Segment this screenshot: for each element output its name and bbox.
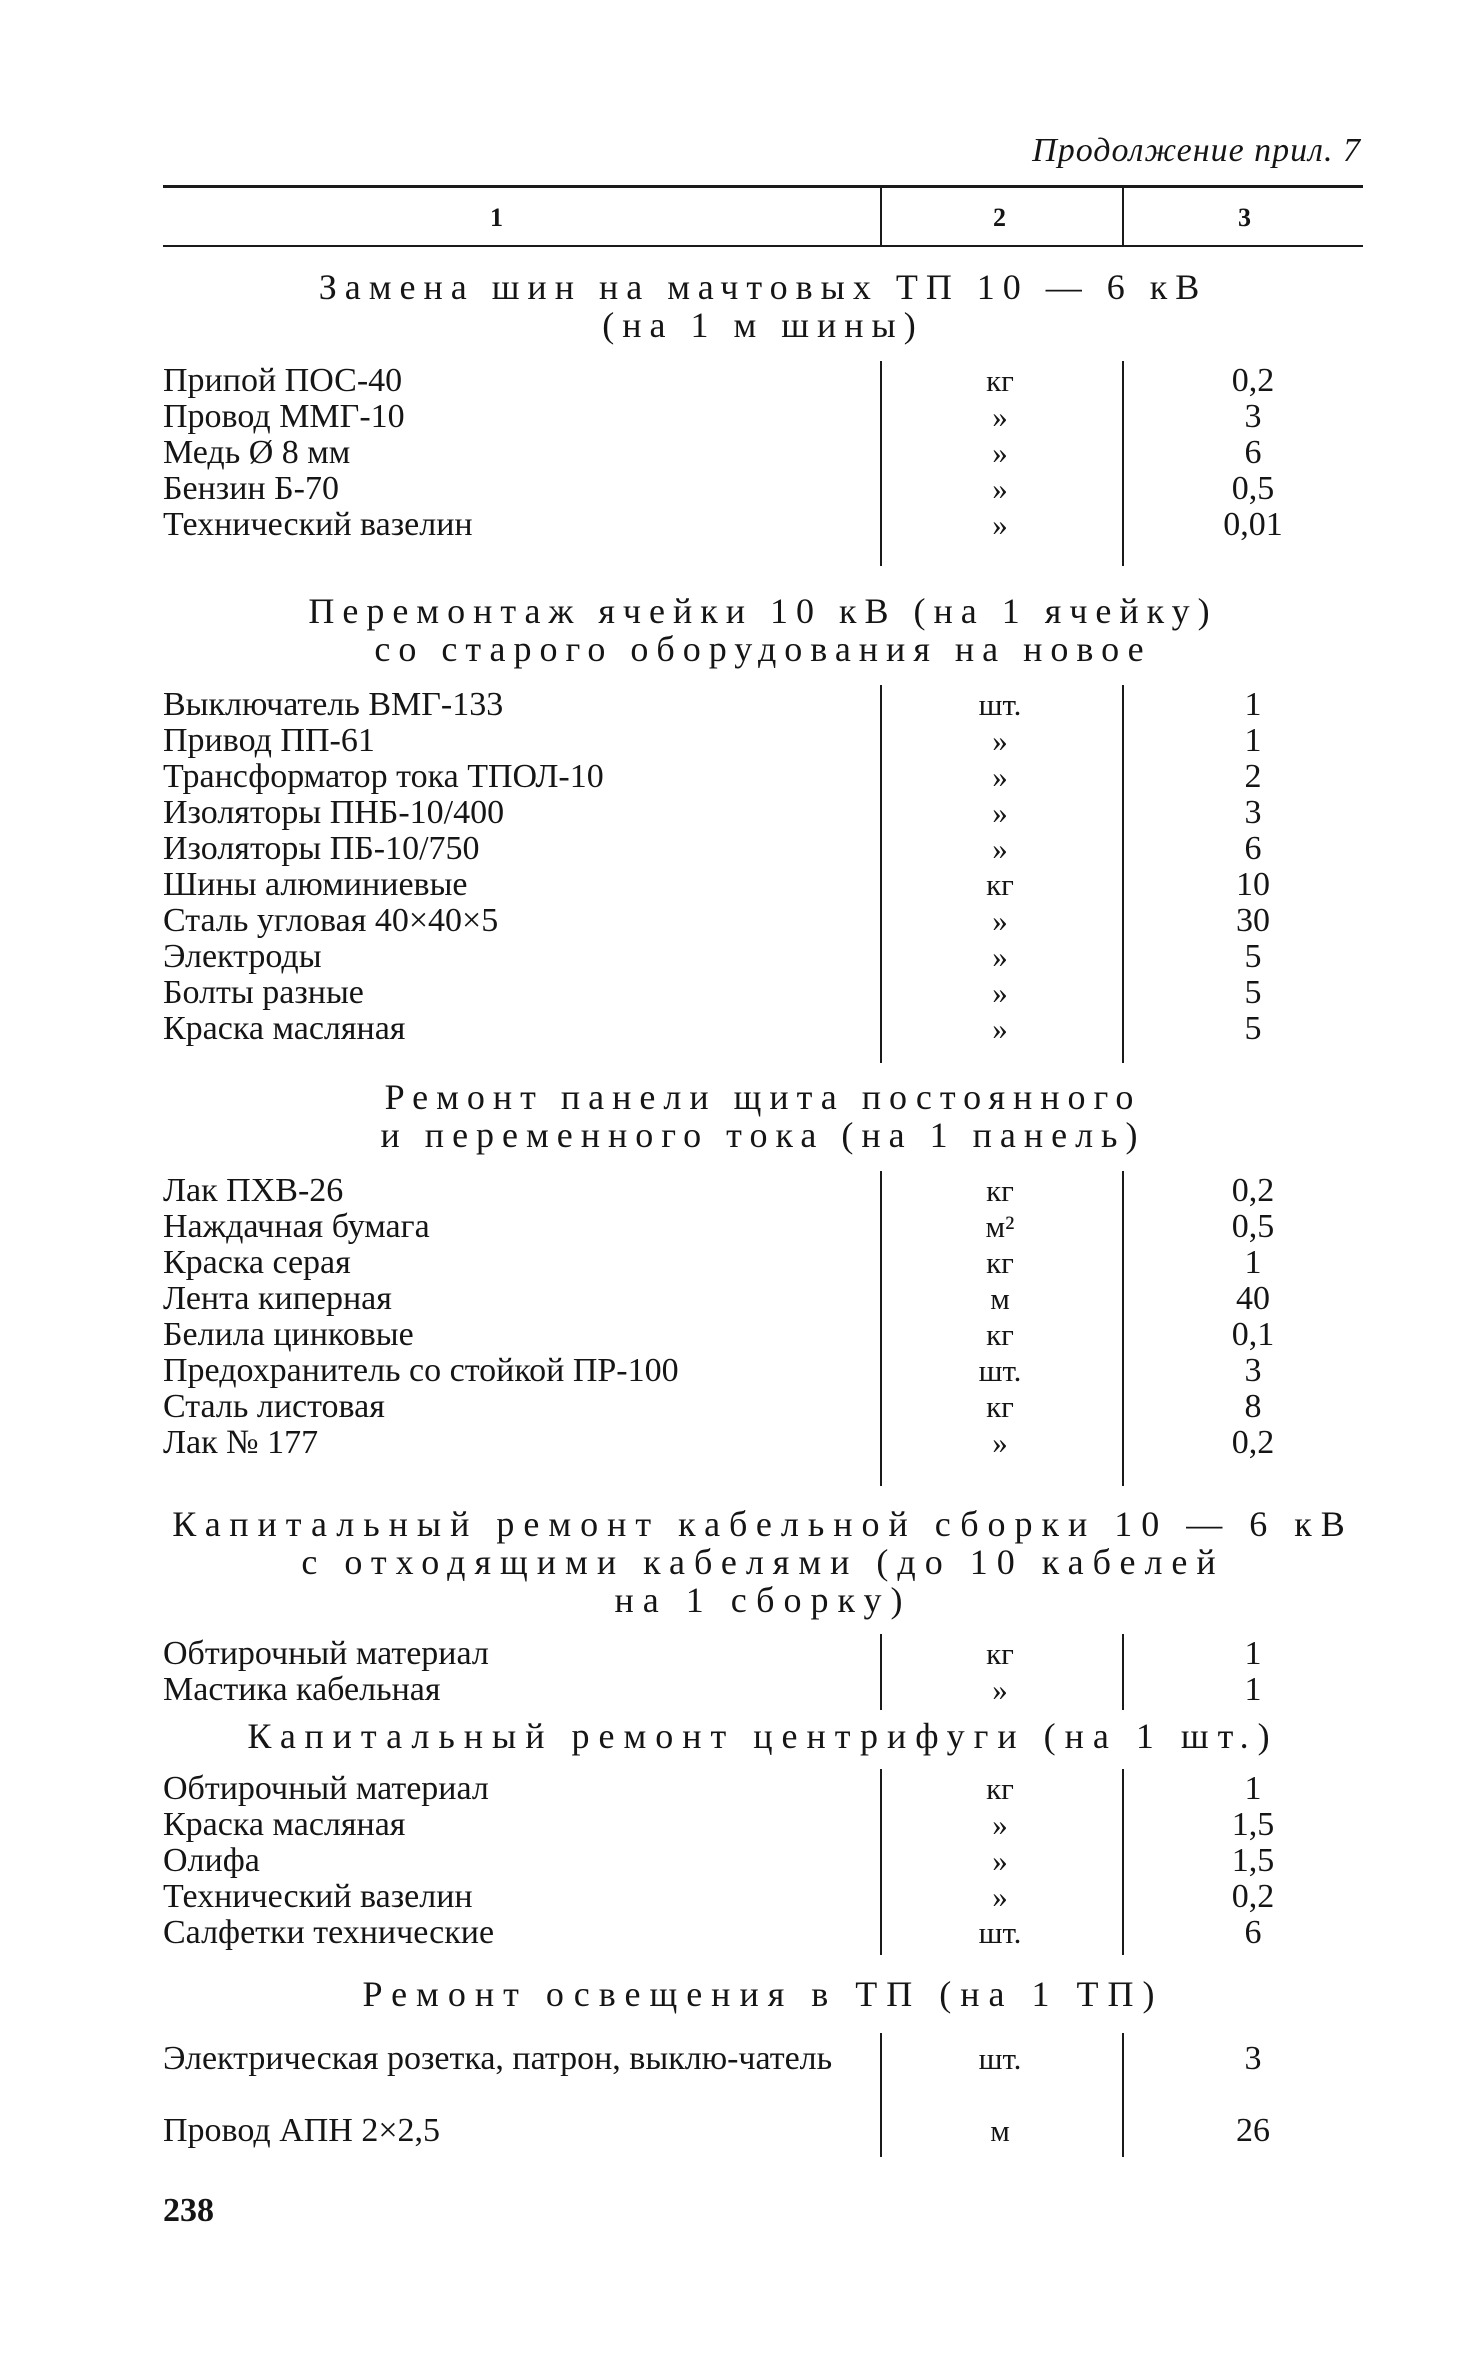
column-header-2: 2 bbox=[993, 203, 1006, 232]
unit: м bbox=[990, 1281, 1010, 1316]
quantity: 6 bbox=[1244, 830, 1262, 867]
table-row bbox=[163, 435, 1363, 471]
unit: » bbox=[992, 1879, 1008, 1914]
section-title: Капитальный ремонт кабельной сборки 10 — 6 кВ с отходящими кабелями (до 10 кабелей на 1 сборку) bbox=[172, 1504, 1354, 1620]
unit: кг bbox=[986, 363, 1014, 398]
column-header-1: 1 bbox=[490, 203, 503, 232]
unit: кг bbox=[986, 1173, 1014, 1208]
section-title: Ремонт освещения в ТП (на 1 ТП) bbox=[362, 1974, 1164, 2014]
material-name: Лента киперная bbox=[163, 1280, 392, 1317]
page-number: 238 bbox=[163, 2192, 214, 2229]
section-rows bbox=[163, 1636, 1363, 1708]
table-row bbox=[163, 1771, 1363, 1807]
quantity: 5 bbox=[1244, 974, 1262, 1011]
unit: кг bbox=[986, 1771, 1014, 1806]
material-name: Бензин Б-70 bbox=[163, 470, 339, 507]
quantity: 0,01 bbox=[1223, 506, 1283, 543]
quantity: 1 bbox=[1244, 1770, 1262, 1807]
table-row bbox=[163, 939, 1363, 975]
material-name: Технический вазелин bbox=[163, 506, 473, 543]
quantity: 3 bbox=[1244, 2040, 1262, 2077]
section-cell-remounting bbox=[163, 592, 1363, 1047]
unit: » bbox=[992, 1011, 1008, 1046]
unit: м² bbox=[985, 1209, 1015, 1244]
table-row bbox=[163, 867, 1363, 903]
table-row bbox=[163, 507, 1363, 543]
table-row bbox=[163, 1672, 1363, 1708]
material-name: Привод ПП-61 bbox=[163, 722, 375, 759]
material-name: Лак № 177 bbox=[163, 1424, 319, 1461]
table-row bbox=[163, 363, 1363, 399]
quantity: 8 bbox=[1244, 1388, 1262, 1425]
table-row bbox=[163, 723, 1363, 759]
quantity: 3 bbox=[1244, 398, 1262, 435]
table-row bbox=[163, 1807, 1363, 1843]
quantity: 1 bbox=[1244, 1244, 1262, 1281]
unit: шт. bbox=[978, 1353, 1022, 1388]
unit: » bbox=[992, 1672, 1008, 1707]
quantity: 0,5 bbox=[1231, 1208, 1275, 1245]
unit: шт. bbox=[978, 687, 1022, 722]
material-name: Выключатель ВМГ-133 bbox=[163, 686, 504, 723]
section-centrifuge-repair bbox=[163, 1717, 1363, 1951]
material-name: Краска масляная bbox=[163, 1010, 406, 1047]
material-name: Электроды bbox=[163, 938, 322, 975]
section-rows bbox=[163, 687, 1363, 1047]
unit: » bbox=[992, 1843, 1008, 1878]
table-row bbox=[163, 831, 1363, 867]
table-header-rule bbox=[163, 245, 1363, 247]
unit: » bbox=[992, 975, 1008, 1010]
material-name: Предохранитель со стойкой ПР-100 bbox=[163, 1352, 679, 1389]
quantity: 2 bbox=[1244, 758, 1262, 795]
table-row bbox=[163, 1915, 1363, 1951]
material-name: Салфетки технические bbox=[163, 1914, 495, 1951]
column-divider bbox=[1122, 187, 1124, 245]
quantity: 5 bbox=[1244, 938, 1262, 975]
section-cable-assembly-repair bbox=[163, 1505, 1363, 1708]
table-row bbox=[163, 1389, 1363, 1425]
material-name: Краска масляная bbox=[163, 1806, 406, 1843]
material-name: Технический вазелин bbox=[163, 1878, 473, 1915]
material-name: Сталь листовая bbox=[163, 1388, 385, 1425]
quantity: 1,5 bbox=[1231, 1842, 1275, 1879]
table-row bbox=[163, 1209, 1363, 1245]
quantity: 26 bbox=[1236, 2112, 1270, 2149]
table-row bbox=[163, 687, 1363, 723]
material-name: Изоляторы ПНБ-10/400 bbox=[163, 794, 505, 831]
table-row bbox=[163, 1636, 1363, 1672]
material-name: Трансформатор тока ТПОЛ-10 bbox=[163, 758, 604, 795]
material-name: Шины алюминиевые bbox=[163, 866, 468, 903]
material-name: Обтирочный материал bbox=[163, 1770, 489, 1807]
quantity: 40 bbox=[1236, 1280, 1270, 1317]
table-row bbox=[163, 1843, 1363, 1879]
table-row bbox=[163, 1281, 1363, 1317]
section-title: Капитальный ремонт центрифуги (на 1 шт.) bbox=[247, 1716, 1279, 1756]
unit: » bbox=[992, 471, 1008, 506]
table-top-rule bbox=[163, 185, 1363, 188]
section-panel-repair bbox=[163, 1078, 1363, 1461]
quantity: 30 bbox=[1236, 902, 1270, 939]
quantity: 1 bbox=[1244, 1671, 1262, 1708]
quantity: 10 bbox=[1236, 866, 1270, 903]
table-row bbox=[163, 975, 1363, 1011]
unit: » bbox=[992, 831, 1008, 866]
material-name: Краска серая bbox=[163, 1244, 351, 1281]
table-row bbox=[163, 1317, 1363, 1353]
material-name: Болты разные bbox=[163, 974, 364, 1011]
unit: » bbox=[992, 399, 1008, 434]
unit: м bbox=[990, 2113, 1010, 2148]
unit: шт. bbox=[978, 1915, 1022, 1950]
unit: » bbox=[992, 759, 1008, 794]
table-row bbox=[163, 1879, 1363, 1915]
quantity: 1,5 bbox=[1231, 1806, 1275, 1843]
section-title: Перемонтаж ячейки 10 кВ (на 1 ячейку) со старого оборудования на новое bbox=[308, 591, 1218, 669]
unit: » bbox=[992, 1807, 1008, 1842]
material-name: Припой ПОС-40 bbox=[163, 362, 403, 399]
quantity: 1 bbox=[1244, 1635, 1262, 1672]
table-row bbox=[163, 759, 1363, 795]
table-row bbox=[163, 1245, 1363, 1281]
unit: кг bbox=[986, 1636, 1014, 1671]
unit: » bbox=[992, 795, 1008, 830]
quantity: 0,2 bbox=[1231, 1172, 1275, 1209]
table-row bbox=[163, 2113, 1363, 2149]
material-name: Электрическая розетка, патрон, выклю-чатель bbox=[163, 2040, 833, 2077]
quantity: 0,2 bbox=[1231, 1424, 1275, 1461]
table-row bbox=[163, 1011, 1363, 1047]
quantity: 0,1 bbox=[1231, 1316, 1275, 1353]
unit: шт. bbox=[978, 2041, 1022, 2076]
table-row bbox=[163, 795, 1363, 831]
table-row bbox=[163, 903, 1363, 939]
column-header-3: 3 bbox=[1238, 203, 1251, 232]
table-row bbox=[163, 399, 1363, 435]
quantity: 6 bbox=[1244, 434, 1262, 471]
quantity: 3 bbox=[1244, 794, 1262, 831]
section-rows bbox=[163, 1771, 1363, 1951]
unit: » bbox=[992, 1425, 1008, 1460]
material-name: Мастика кабельная bbox=[163, 1671, 441, 1708]
section-title: Замена шин на мачтовых ТП 10 — 6 кВ (на 1 м шины) bbox=[318, 267, 1208, 345]
column-divider bbox=[880, 187, 882, 245]
quantity: 0,2 bbox=[1231, 362, 1275, 399]
section-lighting-repair bbox=[163, 1975, 1363, 2149]
unit: » bbox=[992, 723, 1008, 758]
table-row bbox=[163, 1425, 1363, 1461]
quantity: 1 bbox=[1244, 686, 1262, 723]
unit: кг bbox=[986, 1389, 1014, 1424]
material-name: Провод ММГ-10 bbox=[163, 398, 405, 435]
material-name: Обтирочный материал bbox=[163, 1635, 489, 1672]
material-name: Наждачная бумага bbox=[163, 1208, 430, 1245]
material-name: Медь Ø 8 мм bbox=[163, 434, 351, 471]
table-row bbox=[163, 1353, 1363, 1389]
unit: » bbox=[992, 939, 1008, 974]
continuation-header: Продолжение прил. 7 bbox=[1032, 132, 1361, 169]
material-name: Белила цинковые bbox=[163, 1316, 414, 1353]
section-rows bbox=[163, 1173, 1363, 1461]
unit: » bbox=[992, 435, 1008, 470]
table-row bbox=[163, 471, 1363, 507]
material-name: Олифа bbox=[163, 1842, 260, 1879]
section-rows bbox=[163, 2041, 1363, 2149]
unit: » bbox=[992, 507, 1008, 542]
table-row bbox=[163, 1173, 1363, 1209]
table-row bbox=[163, 2041, 1363, 2113]
material-name: Лак ПХВ-26 bbox=[163, 1172, 344, 1209]
section-rows bbox=[163, 363, 1363, 543]
material-name: Изоляторы ПБ-10/750 bbox=[163, 830, 480, 867]
unit: кг bbox=[986, 867, 1014, 902]
quantity: 1 bbox=[1244, 722, 1262, 759]
quantity: 0,2 bbox=[1231, 1878, 1275, 1915]
quantity: 3 bbox=[1244, 1352, 1262, 1389]
section-busbar-replacement bbox=[163, 268, 1363, 543]
unit: » bbox=[992, 903, 1008, 938]
quantity: 5 bbox=[1244, 1010, 1262, 1047]
material-name: Провод АПН 2×2,5 bbox=[163, 2112, 441, 2149]
unit: кг bbox=[986, 1317, 1014, 1352]
unit: кг bbox=[986, 1245, 1014, 1280]
quantity: 6 bbox=[1244, 1914, 1262, 1951]
section-title: Ремонт панели щита постоянного и переменного тока (на 1 панель) bbox=[380, 1077, 1146, 1155]
material-name: Сталь угловая 40×40×5 bbox=[163, 902, 499, 939]
quantity: 0,5 bbox=[1231, 470, 1275, 507]
